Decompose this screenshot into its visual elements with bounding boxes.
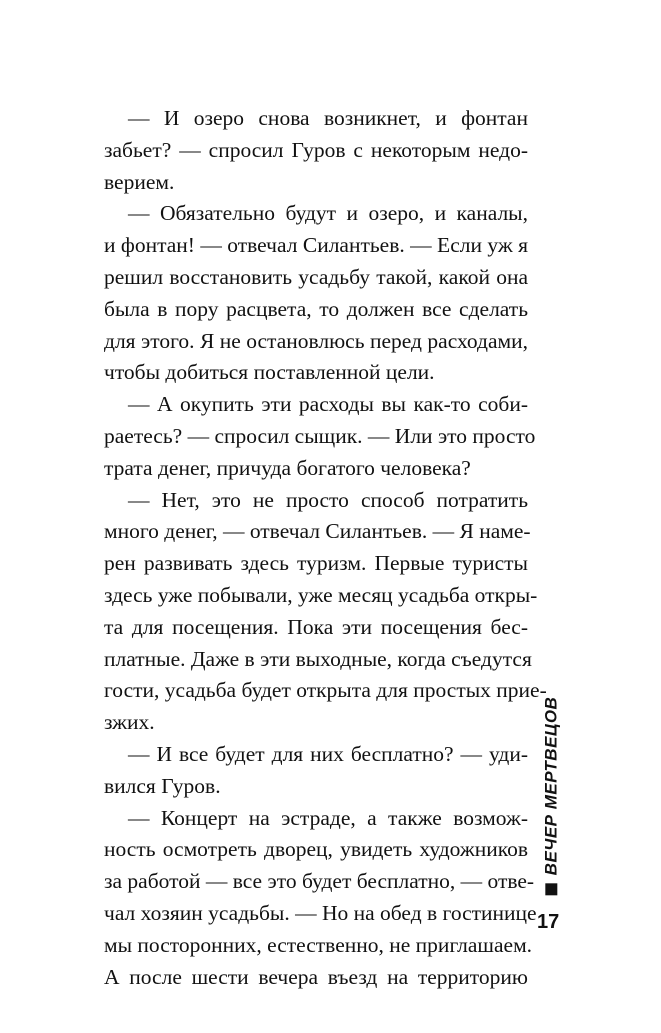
text-line: — А окупить эти расходы вы как-то соби- xyxy=(128,392,528,417)
text-line: за работой — все это будет бесплатно, — отве- xyxy=(104,869,535,894)
text-line: решил восстановить усадьбу такой, какой она xyxy=(104,264,528,289)
text-line: вился Гуров. xyxy=(104,773,221,798)
text-line: ность осмотреть дворец, увидеть художников xyxy=(104,837,528,862)
text-line: зжих. xyxy=(104,710,155,735)
running-head-content xyxy=(541,697,561,896)
text-line: мы посторонних, естественно, не приглашаем. xyxy=(104,932,533,957)
text-line: и фонтан! — отвечал Силантьев. — Если уж я xyxy=(104,233,528,258)
text-line: А после шести вечера въезд на территорию xyxy=(104,964,528,989)
text-line: трата денег, причуда богатого человека? xyxy=(104,455,471,480)
text-line: рен развивать здесь туризм. Первые туристы xyxy=(104,551,528,576)
book-title: ВЕЧЕР МЕРТВЕЦОВ xyxy=(541,696,561,876)
black-square-icon xyxy=(545,883,557,895)
running-head-vertical xyxy=(536,694,566,898)
text-line: верием. xyxy=(104,169,175,194)
text-line: — Обязательно будут и озеро, и каналы, xyxy=(128,201,528,226)
text-line: была в пору расцвета, то должен все сделать xyxy=(104,296,528,321)
text-line: забьет? — спросил Гуров с некоторым недо- xyxy=(104,137,528,162)
text-line: чтобы добиться поставленной цели. xyxy=(104,360,435,385)
text-line: — Концерт на эстраде, а также возмож- xyxy=(128,805,528,830)
text-line: чал хозяин усадьбы. — Но на обед в гостинице xyxy=(104,900,537,925)
text-line: платные. Даже в эти выходные, когда съедутся xyxy=(104,646,532,671)
text-line: — И все будет для них бесплатно? — уди- xyxy=(128,741,528,766)
text-line: раетесь? — спросил сыщик. — Или это просто xyxy=(104,423,536,448)
text-line: — И озеро снова возникнет, и фонтан xyxy=(128,106,528,130)
text-line: здесь уже побывали, уже месяц усадьба откры- xyxy=(104,582,538,607)
text-line: много денег, — отвечал Силантьев. — Я наме- xyxy=(104,519,531,544)
text-line: та для посещения. Пока эти посещения бес- xyxy=(104,614,528,639)
text-line: — Нет, это не просто способ потратить xyxy=(128,487,528,512)
page-number: 17 xyxy=(537,911,560,933)
text-line: для этого. Я не остановлюсь перед расходами, xyxy=(104,328,528,353)
text-line: гости, усадьба будет открыта для простых прие- xyxy=(104,678,547,703)
page-body-text xyxy=(104,103,547,993)
